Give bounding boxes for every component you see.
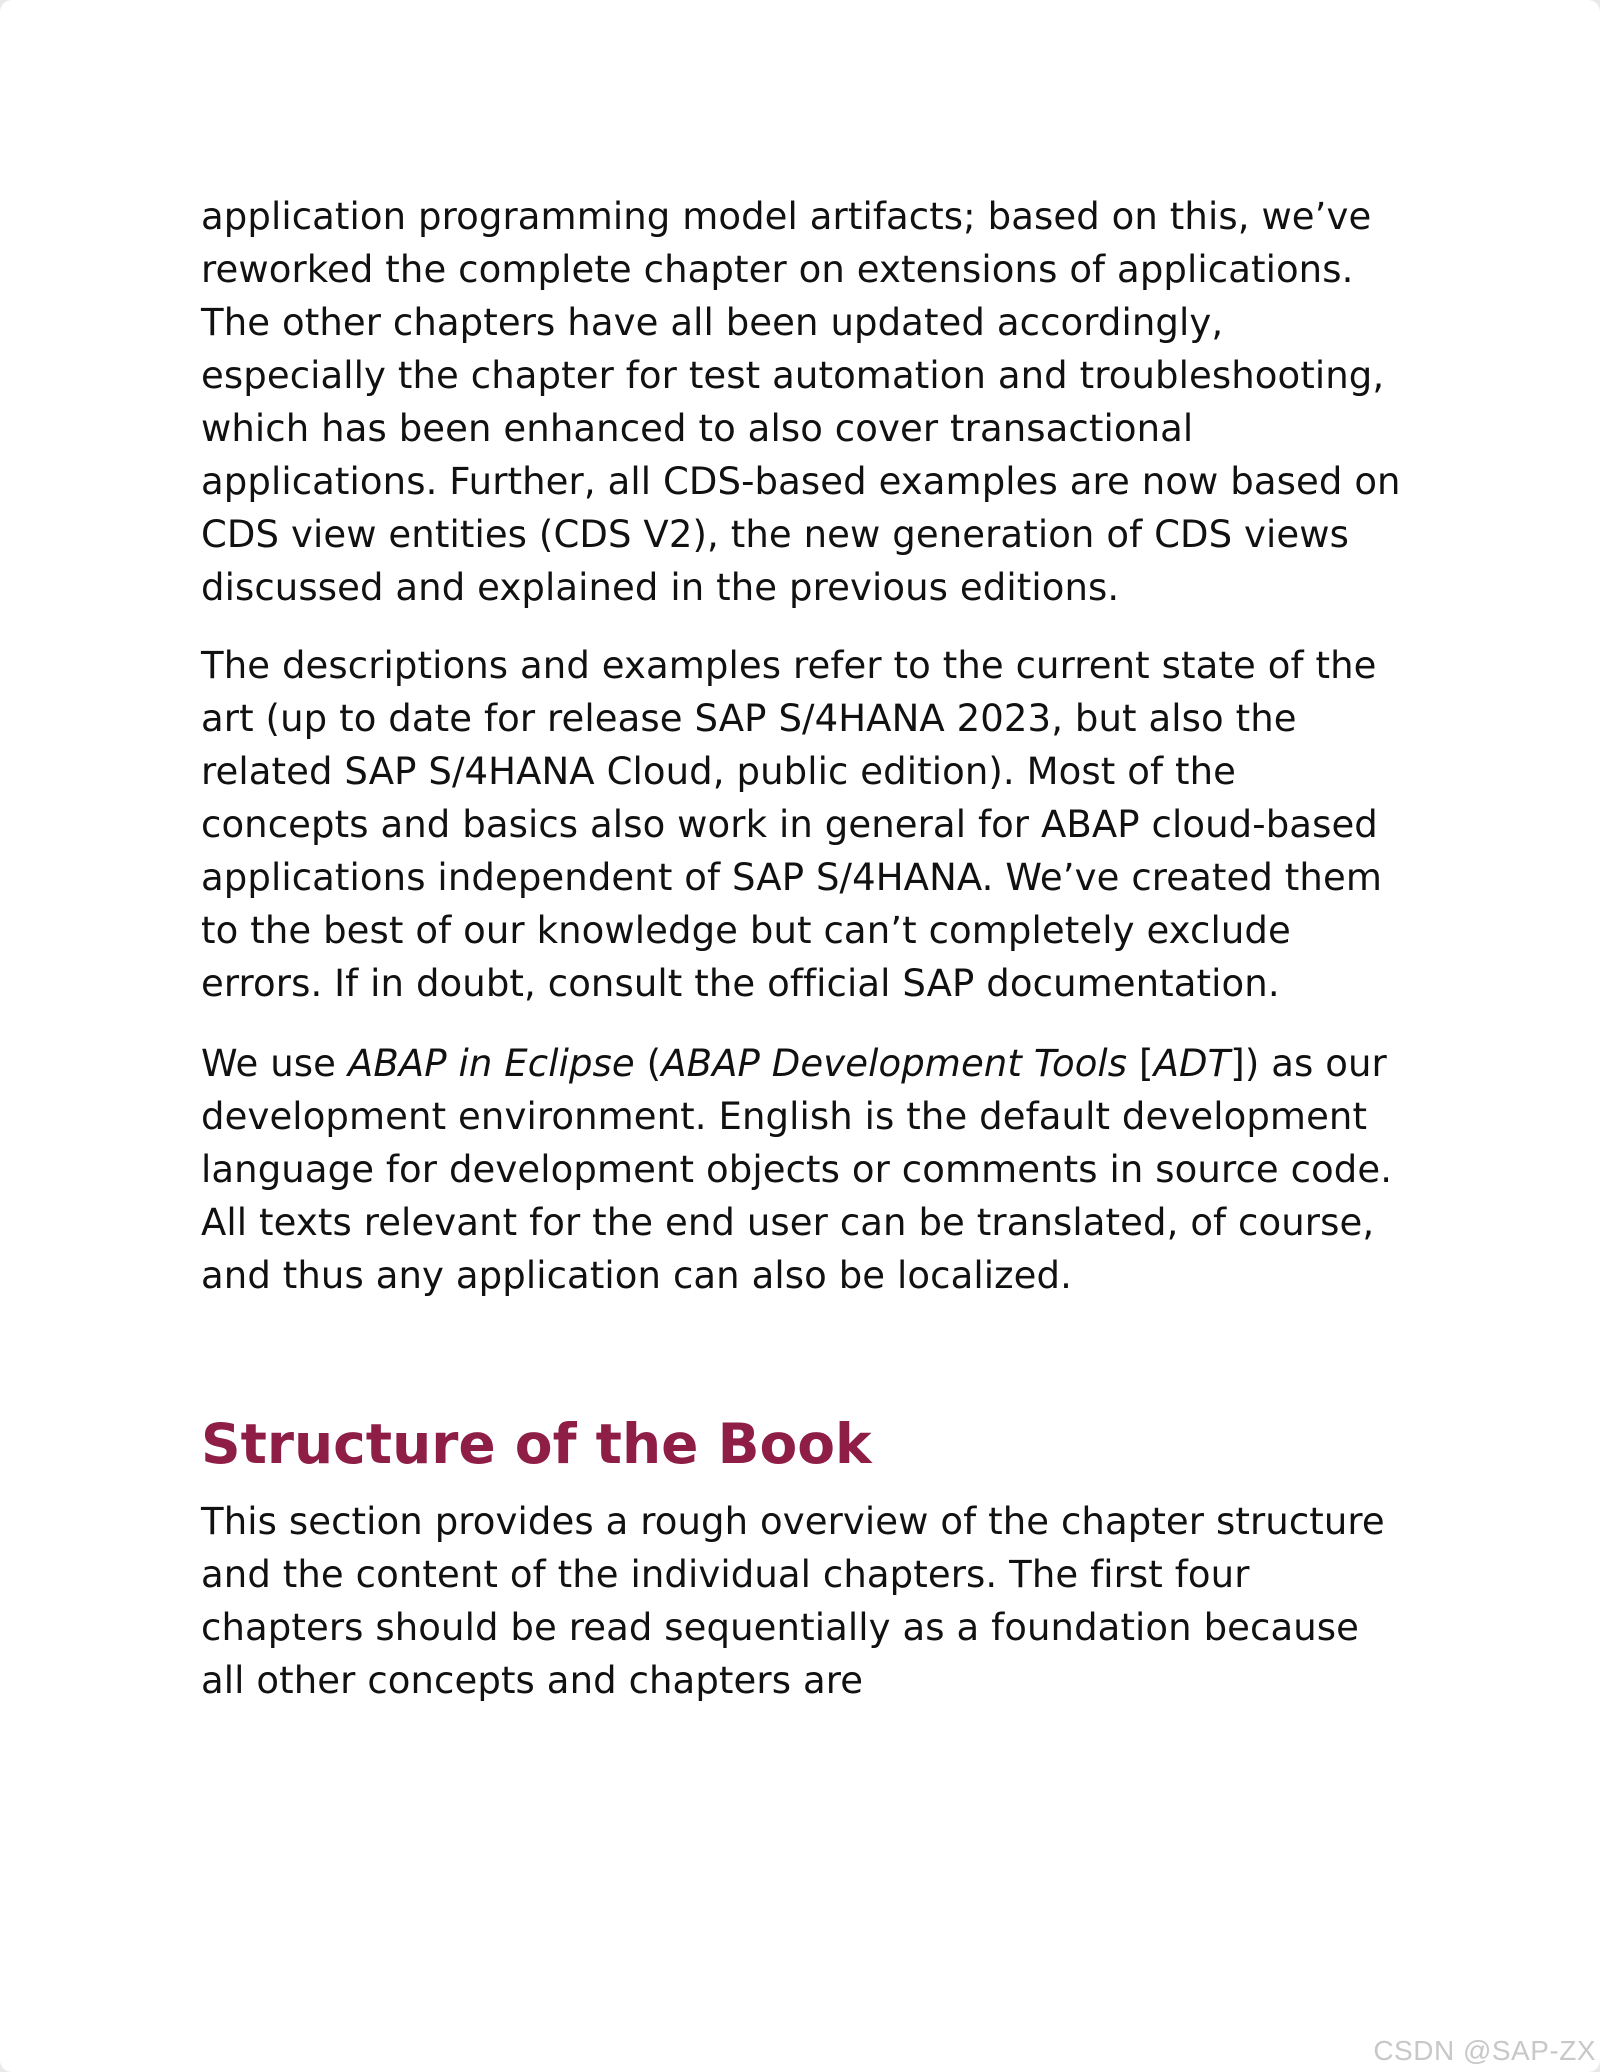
watermark-text: CSDN @SAP-ZX xyxy=(1373,2035,1596,2066)
section-heading: Structure of the Book xyxy=(201,1412,872,1476)
term-adt: ADT xyxy=(1153,1042,1231,1085)
paragraph-development-environment xyxy=(201,1037,1411,1302)
paragraph-structure-overview: This section provides a rough overview of the chapter structure and the content of the individual chapters. The first four chapters should be read sequentially as a foundation because all other concepts and chapters are xyxy=(201,1500,1385,1702)
paragraph-3-text-2: ( xyxy=(634,1042,662,1085)
paragraph-3-text-1: We use xyxy=(201,1042,348,1085)
page-content xyxy=(201,190,1411,1707)
paragraph-3-text-3: [ xyxy=(1127,1042,1154,1085)
term-abap-in-eclipse: ABAP in Eclipse xyxy=(347,1042,635,1085)
paragraph-intro-continuation: application programming model artifacts; based on this, we’ve reworked the complete chapter on extensions of applications. The other chapters have all been updated accordingly, especially the chapter for test automation and troubleshooting, which has been enhanced to also cover transactional applications. Further, all CDS-based examples are now based on CDS view entities (CDS V2), the new generation of CDS views discussed and explained in the previous editions. xyxy=(201,195,1401,609)
term-abap-development-tools: ABAP Development Tools xyxy=(661,1042,1128,1085)
paragraph-3-text-4: ]) as our development environment. English is the default development language for development objects or comments in source code. All texts relevant for the end user can be translated, of course, and thus any application can also be localized. xyxy=(201,1042,1393,1297)
paragraph-state-of-the-art: The descriptions and examples refer to the current state of the art (up to date for release SAP S/4HANA 2023, but also the related SAP S/4HANA Cloud, public edition). Most of the concepts and basics also work in general for ABAP cloud-based applications independent of SAP S/4HANA. We’ve created them to the best of our knowledge but can’t completely exclude errors. If in doubt, consult the official SAP documentation. xyxy=(201,644,1382,1005)
